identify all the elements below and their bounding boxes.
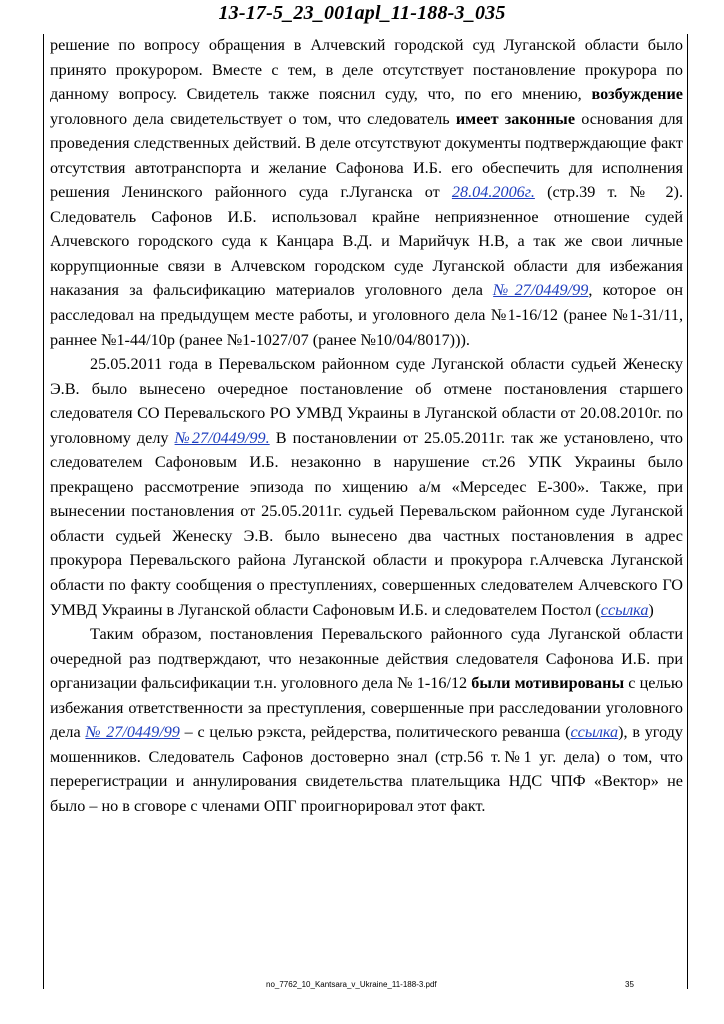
paragraph-2-text-2: В постановлении от 25.05.2011г. так же установлено, что следователем Сафоновым И.Б. незаконно в нарушение ст.26 УПК Украины было прекращено рассмотрение эпизода по хищению а/м «Мерседес Е-300». Также, при вынесении постановления от 25.05.2011г. судьей Перевальском районном суде Луганской области судьей Женеску Э.В. было вынесено два частных постановления в адрес прокурора Перевальского района Луганской области и прокурора г.Алчевска Луганской области по факту сообщения о преступлениях, совершенных следователем Алчевского ГО УМВД Украины в Луганской области Сафоновым И.Б. и следователем Постол (: [50, 428, 683, 619]
paragraph-3-text-3: – с целью рэкста, рейдерства, политического реванша (: [179, 723, 571, 742]
paragraph-1-text-4: (стр.39 т. № 2). Следователь Сафонов И.Б. использовал крайне неприязненное отношение судей Алчевского городского суда к Канцара В.Д. и Марийчук Н.В, а так же свои личные коррупционные связи в Алчевском городском суде Луганской области для избежания наказания за фальсификацию материалов уголовного дела: [50, 183, 683, 300]
paragraph-1: [50, 33, 683, 352]
case-link-27-0449-99[interactable]: №27/0449/99: [493, 281, 589, 300]
paragraph-3-bold-1: были мотивированы: [471, 674, 625, 693]
paragraph-3: [50, 622, 683, 818]
document-header-title: 13-17-5_23_001apl_11-188-3_035: [218, 2, 506, 24]
paragraph-1-bold-2: имеет законные: [455, 109, 576, 128]
paragraph-1-text-1: решение по вопросу обращения в Алчевский городской суд Луганской области было принято прокурором. Вместе с тем, в деле отсутствует постановление прокурора по данному вопросу. Свидетель также пояснил суду, что, по его мнению,: [50, 36, 683, 104]
paragraph-2-text-3: ): [648, 600, 654, 619]
paragraph-1-text-5: , которое он расследовал на предыдущем месте работы, и уголовного дела №1-16/12 (ранее №1-31/11, раннее №1-44/10р (ранее №1-1027/07 (ранее №10/04/8017))).: [50, 281, 684, 349]
footer-page-number: 35: [625, 980, 634, 989]
paragraph-3-text-2: с целью избежания ответственности за преступления, совершенные при расследовании уголовного дела: [50, 674, 683, 742]
case-link-27-0449-99-second[interactable]: №27/0449/99.: [174, 428, 270, 447]
paragraph-1-text-3: основания для проведения следственных действий. В деле отсутствуют документы подтверждающие факт отсутствия автотранспорта и желание Сафонова И.Б. его обеспечить для исполнения решения Ленинского районного суда г.Луганска от: [50, 109, 683, 202]
case-link-27-0449-99-third[interactable]: № 27/0449/99: [85, 723, 180, 742]
date-link-28-04-2006[interactable]: 28.04.2006г.: [451, 183, 535, 202]
paragraph-1-text-2: уголовного дела свидетельствует о том, что следователь: [50, 109, 456, 128]
right-margin-rule: [687, 34, 688, 989]
paragraph-1-bold-1: возбуждение: [591, 85, 683, 104]
paragraph-3-text-1: Таким образом, постановления Перевальского районного суда Луганской области очередной раз подтверждают, что незаконные действия следователя Сафонова И.Б. при организации фальсификации т.н. уголовного дела № 1-16/12: [50, 625, 683, 693]
paragraph-2-text-1: 25.05.2011 года в Перевальском районном суде Луганской области судьей Женеску Э.В. было вынесено очередное постановление об отмене постановления старшего следователя СО Перевальского РО УМВД Украины в Луганской области от 20.08.2010г. по уголовному делу: [50, 355, 683, 447]
left-margin-rule: [43, 34, 44, 989]
paragraph-3-text-4: ), в угоду мошенников. Следователь Сафонов достоверно знал (стр.56 т.№1 уг. дела) о том, что перерегистрации и аннулирования свидетельства плательщика НДС ЧПФ «Вектор» не было – но в сговоре с членами ОПГ проигнорировал этот факт.: [50, 723, 683, 815]
paragraph-2: [50, 352, 683, 622]
document-body: [50, 33, 683, 819]
reference-link-second[interactable]: ссылка: [570, 723, 619, 742]
footer-filename: no_7762_10_Kantsara_v_Ukraine_11-188-3.pdf: [266, 980, 437, 989]
reference-link[interactable]: ссылка: [600, 600, 649, 619]
